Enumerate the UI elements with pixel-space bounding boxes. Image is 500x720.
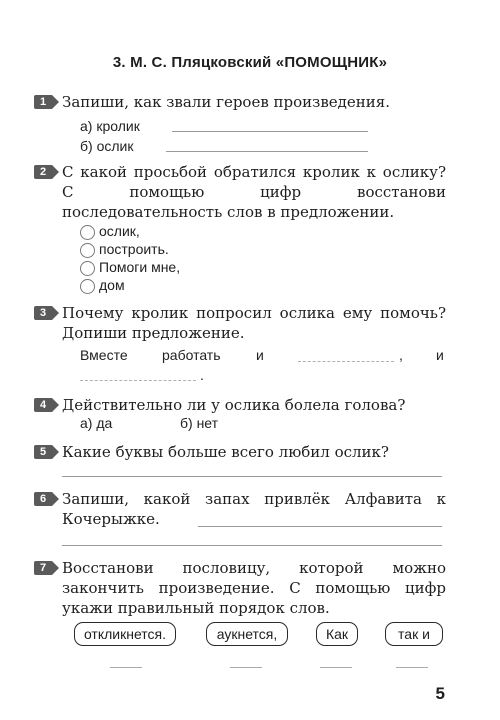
task-1 — [34, 92, 446, 112]
task-number-badge: 6 — [34, 492, 52, 506]
fill-line-1[interactable] — [298, 361, 394, 362]
option-no[interactable]: б) нет — [180, 415, 219, 431]
word-option: дом — [99, 277, 125, 293]
task-6 — [34, 489, 446, 529]
task-5 — [34, 442, 446, 462]
task-number-badge: 7 — [34, 561, 52, 575]
answer-label-donkey: б) ослик — [80, 138, 134, 154]
order-circle-4[interactable] — [80, 279, 95, 294]
order-line-3[interactable] — [320, 667, 352, 668]
proverb-word-box[interactable]: Как — [316, 622, 358, 646]
sentence-word: и — [256, 347, 264, 363]
order-circle-1[interactable] — [80, 225, 95, 240]
page-number: 5 — [435, 684, 445, 703]
task-question: Запиши, как звали героев произведения. — [62, 93, 391, 111]
sentence-comma: , — [399, 347, 403, 363]
order-circle-3[interactable] — [80, 261, 95, 276]
proverb-word-box[interactable]: откликнется. — [74, 622, 176, 646]
task-7 — [34, 558, 446, 618]
order-line-1[interactable] — [110, 667, 142, 668]
proverb-word-box[interactable]: аукнется, — [206, 622, 288, 646]
task-question: Какие буквы больше всего любил ослик? — [62, 443, 389, 461]
order-line-4[interactable] — [396, 667, 428, 668]
task-3 — [34, 303, 446, 343]
answer-line-task6-2[interactable] — [62, 545, 442, 546]
order-circle-2[interactable] — [80, 243, 95, 258]
task-question: Почему кролик попросил ослика ему помочь? Допиши предложение. — [62, 304, 446, 342]
sentence-end: . — [200, 367, 204, 383]
task-question: Восстанови пословицу, которой можно закончить произведение. С помощью цифр укажи правильный порядок слов. — [62, 559, 446, 617]
word-option: построить. — [99, 241, 169, 257]
order-line-2[interactable] — [230, 667, 262, 668]
task-number-badge: 1 — [34, 95, 52, 109]
answer-label-rabbit: а) кролик — [80, 118, 140, 134]
task-question: Запиши, какой запах привлёк Алфавита к Кочерыжке. — [62, 490, 446, 528]
answer-line-donkey[interactable] — [166, 151, 368, 152]
task-question: Действительно ли у ослика болела голова? — [62, 396, 406, 414]
task-number-badge: 5 — [34, 445, 52, 459]
sentence-word: Вместе — [80, 347, 128, 363]
task-4 — [34, 395, 446, 415]
answer-line-task5[interactable] — [62, 476, 442, 477]
fill-line-2[interactable] — [80, 380, 196, 381]
proverb-word-box[interactable]: так и — [385, 622, 443, 646]
word-option: Помоги мне, — [99, 259, 181, 275]
task-2 — [34, 162, 446, 222]
task-number-badge: 3 — [34, 306, 52, 320]
task-number-badge: 4 — [34, 398, 52, 412]
task-question: С какой просьбой обратился кролик к ослику? С помощью цифр восстанови последовательность слов в предложении. — [62, 163, 446, 221]
sentence-word: и — [436, 347, 444, 363]
answer-line-rabbit[interactable] — [172, 131, 368, 132]
option-yes[interactable]: а) да — [80, 415, 113, 431]
page-title: 3. М. С. Пляцковский «ПОМОЩНИК» — [112, 54, 388, 71]
task-number-badge: 2 — [34, 165, 52, 179]
answer-line-task6[interactable] — [198, 526, 442, 527]
word-option: ослик, — [99, 223, 140, 239]
sentence-word: работать — [162, 347, 221, 363]
